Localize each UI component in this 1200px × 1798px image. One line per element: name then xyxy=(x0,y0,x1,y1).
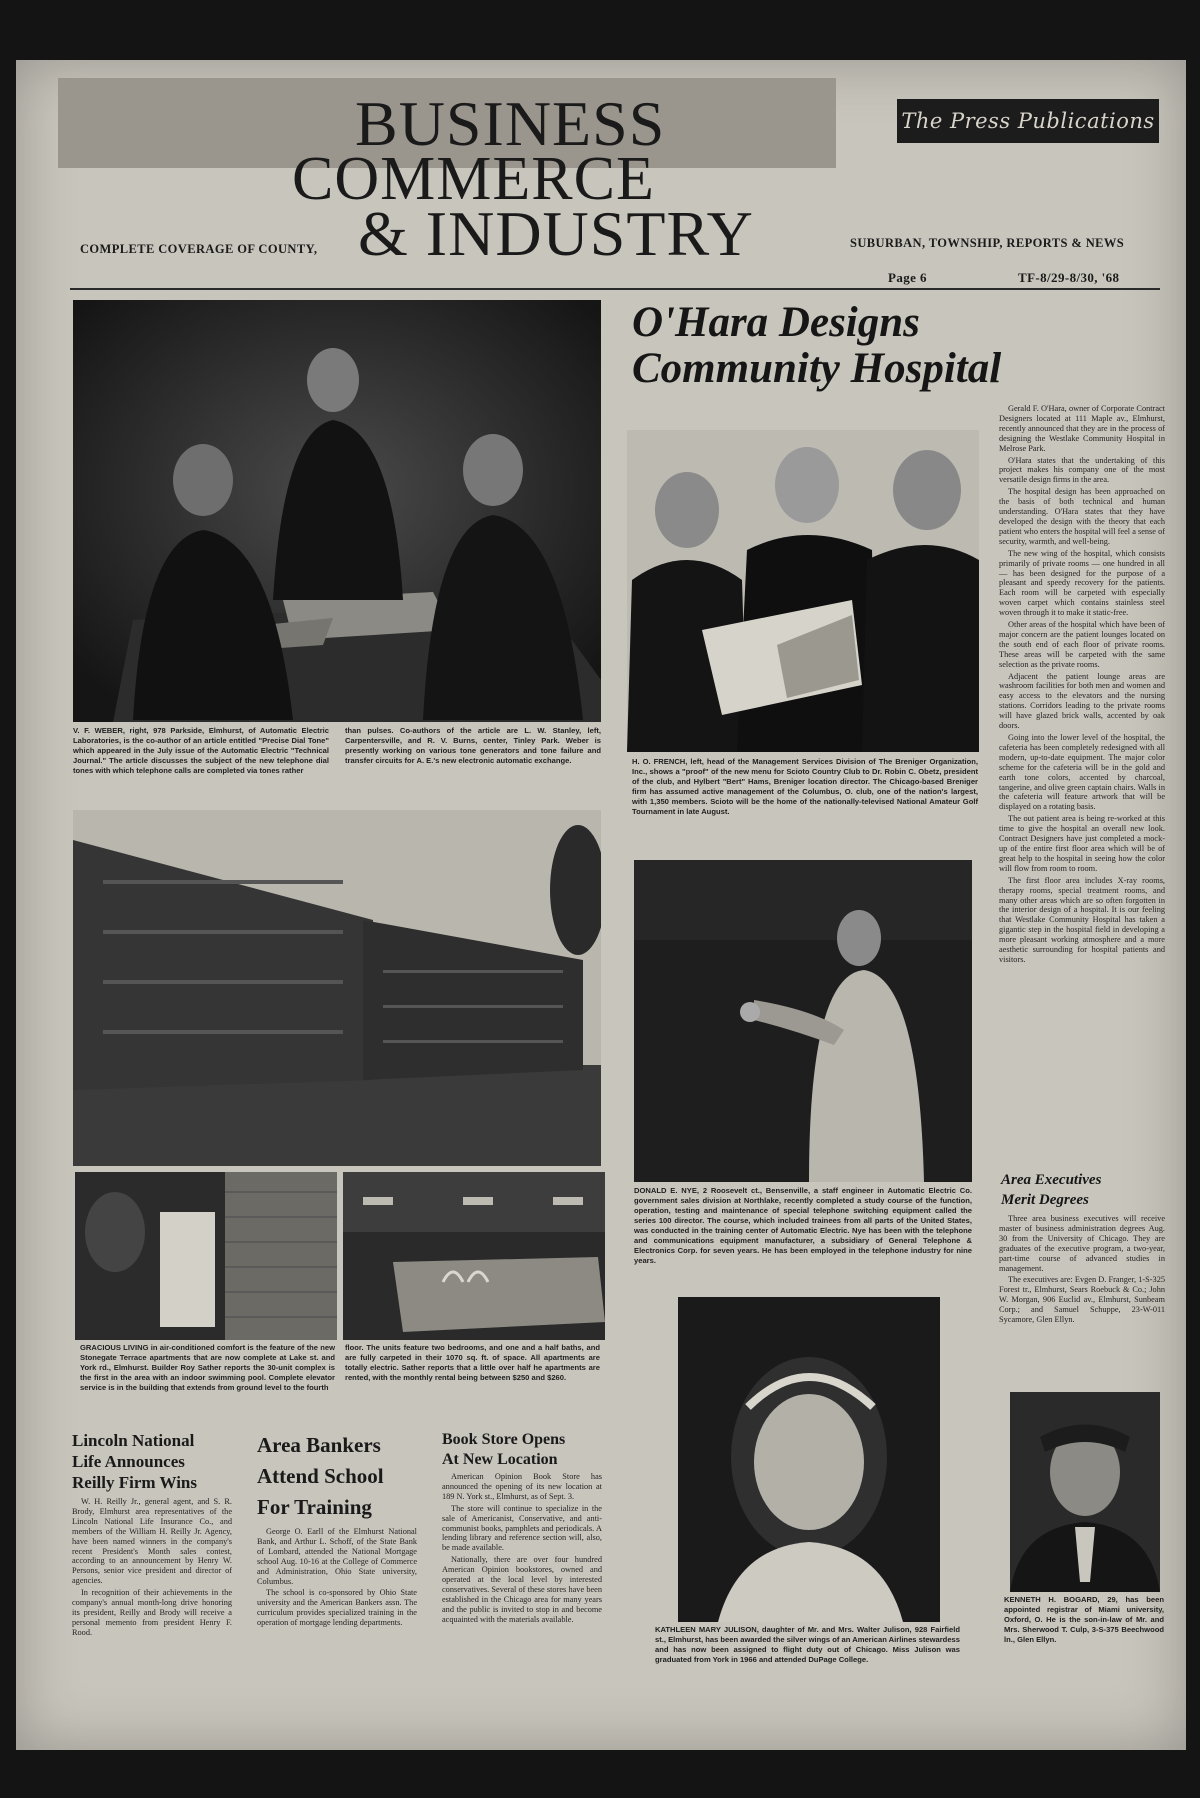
nye-caption: DONALD E. NYE, 2 Roosevelt ct., Bensenville, a staff engineer in Automatic Electric Co. government sales division at Northlake, recently completed a study course of the function, operation, testing and maintenance of special telephone switching equipment called the series 100 director. The course, which included trainees from all parts of the United States, was conducted in the training center of Automatic Electric. Nye has been with the telephone and communications equipment manufacturer, a subsidiary of General Telephone & Electronics Corp. for seven years. He has been employed in the telephone industry for nine years. xyxy=(634,1186,972,1265)
lincoln-paragraph: In recognition of their achievements in the company's annual month-long drive honoring its president, Reilly and Brody will receive a personal memento from president Henry F. Rood. xyxy=(72,1588,232,1637)
lincoln-headline-line: Lincoln National xyxy=(72,1431,195,1450)
lincoln-headline xyxy=(72,1430,232,1493)
page-number: Page 6 xyxy=(888,270,927,285)
apartment-photo-image xyxy=(73,810,601,1166)
bookstore-headline-line: At New Location xyxy=(442,1451,558,1468)
lobby-photo xyxy=(75,1172,337,1340)
lincoln-paragraph: W. H. Reilly Jr., general agent, and S. R. Brody, Elmhurst area representatives of the Lincoln National Life Insurance Co., and members of the William H. Reilly Jr. Agency, have been named winners in the company's recent President's Month sales contest, according to an announcement by Henry W. Persons, senior vice president and director of agencies. xyxy=(72,1497,232,1586)
weber-photo xyxy=(73,300,601,722)
ohara-paragraph: The first floor area includes X-ray rooms, therapy rooms, special treatment rooms, and many other areas which are so often forgotten in the interior design of a hospital. It is our feeling that Westlake Community Hospital has taken a gigantic step in the hospital field in developing a more pleasant working atmosphere and a more aesthetic surrounding for hospital patients and visitors. xyxy=(999,875,1165,964)
ohara-paragraph: Going into the lower level of the hospital, the cafeteria has been completely redesigned with all modern, up-to-date equipment. The major color scheme for the cafeteria will be in the gold and earth tone colors, accented by charcoal, tangerine, and olive green captain chairs. Walls in the cafeteria will feature artwork that will be displayed on a rotating basis. xyxy=(999,733,1165,812)
bookstore-paragraph: Nationally, there are over four hundred American Opinion bookstores, owned and operated at the local level by interested conservatives. Several of these stores have been established in the Chicago area for many years and the public is invited to stop in and become acquainted with the materials available. xyxy=(442,1555,602,1624)
bookstore-paragraph: The store will continue to specialize in the sale of Americanist, Conservative, and anti-communist books, pamphlets and periodicals. A lending library and reference section will, also, be made available. xyxy=(442,1503,602,1553)
julison-photo xyxy=(678,1297,940,1622)
bankers-paragraph: George O. Earll of the Elmhurst National Bank, and Arthur L. Schoff, of the State Bank of Lombard, attended the National Mortgage school Aug. 10-16 at the College of Commerce and Administration, Ohio State university, Columbus. xyxy=(257,1527,417,1586)
ohara-headline-2: Community Hospital xyxy=(632,345,1002,392)
gracious-caption-a: GRACIOUS LIVING in air-conditioned comfort is the feature of the new Stonegate Terrace apartments that are now complete at Lake st. and York rd., Elmhurst. Builder Roy Sather reports the 30-unit complex is the first in the area with an indoor swimming pool. Complete elevator service is in the building that extends from ground level to the fourth xyxy=(80,1343,335,1392)
ohara-paragraph: Adjacent the patient lounge areas are washroom facilities for both men and women and easy access to the elevators and the nursing stations. Corridors leading to the private rooms will have glazed brick walls, accented by oak doors. xyxy=(999,671,1165,731)
gracious-caption-left xyxy=(80,1343,335,1393)
french-caption: H. O. FRENCH, left, head of the Management Services Division of The Breniger Organization, Inc., shows a "proof" of the new menu for Scioto Country Club to Dr. Robin C. Obetz, president of the club, and Hylbert "Bert" Hams, Breniger location director. The Chicago-based Breniger firm has assumed active management of the Columbus, O. club, one of the nation's largest, with 1,350 members. Scioto will be the home of the nationally-televised National Amateur Golf Tournament in late August. xyxy=(632,757,978,816)
weber-photo-image xyxy=(73,300,601,722)
executives-headline-2: Merit Degrees xyxy=(1001,1192,1089,1208)
bankers-paragraph: The school is co-sponsored by Ohio State university and the American Bankers assn. The curriculum provides specialized training in the operation of mortgage lending departments. xyxy=(257,1588,417,1628)
bankers-article xyxy=(257,1527,417,1630)
bogard-caption: KENNETH H. BOGARD, 29, has been appointed registrar of Miami university, Oxford, O. He is the son-in-law of Mr. and Mrs. Sherwood T. Culp, 3-S-375 Beechwood ln., Glen Ellyn. xyxy=(1004,1595,1164,1644)
publisher-logo: The Press Publications xyxy=(897,99,1159,143)
bogard-photo-image xyxy=(1010,1392,1160,1592)
bookstore-headline xyxy=(442,1430,602,1470)
gracious-caption-right xyxy=(345,1343,600,1383)
ohara-paragraph: The hospital design has been approached on the basis of both technical and human understanding. O'Hara states that they have developed the design with the theory that each patient who enters the hospital will feel a sense of security, warmth, and well-being. xyxy=(999,487,1165,546)
ohara-article xyxy=(999,404,1165,967)
nye-photo xyxy=(634,860,972,1182)
nye-photo-image xyxy=(634,860,972,1182)
bookstore-article xyxy=(442,1472,602,1627)
bankers-headline xyxy=(257,1430,417,1523)
weber-caption-left xyxy=(73,726,329,776)
bankers-headline-line: Area Bankers xyxy=(257,1433,381,1457)
julison-caption-box xyxy=(655,1625,960,1665)
bankers-headline-line: Attend School xyxy=(257,1464,384,1488)
nye-caption-box xyxy=(634,1186,972,1266)
apartment-photo xyxy=(73,810,601,1166)
ohara-paragraph: O'Hara states that the undertaking of this project makes his company one of the most versatile design firms in the area. xyxy=(999,455,1165,485)
french-photo xyxy=(627,430,979,752)
ohara-headline-1: O'Hara Designs xyxy=(632,299,920,346)
lincoln-headline-line: Life Announces xyxy=(72,1452,185,1471)
french-photo-image xyxy=(627,430,979,752)
masthead-rule xyxy=(70,288,1160,290)
pool-photo xyxy=(343,1172,605,1340)
lobby-photo-image xyxy=(75,1172,337,1340)
weber-caption-a: V. F. WEBER, right, 978 Parkside, Elmhurst, of Automatic Electric Laboratories, is the co-author of an article entitled "Precise Dial Tone" which appeared in the July issue of the Automatic Electric "Technical Journal." The article discusses the subject of the new telephone dial tones with which telephone calls are completed via tones rather xyxy=(73,726,329,775)
weber-caption-b: than pulses. Co-authors of the article are L. W. Stanley, left, Carpentersville, and R. V. Burns, center, Tinley Park. Weber is presently working on various tone generators and tone failure and transfer circuits for A. E.'s new electronic automatic exchange. xyxy=(345,726,601,765)
bookstore-paragraph: American Opinion Book Store has announced the opening of its new location at 189 N. York st., Elmhurst, as of Sept. 3. xyxy=(442,1472,602,1501)
masthead-left-tag: COMPLETE COVERAGE OF COUNTY, xyxy=(80,242,318,256)
julison-caption: KATHLEEN MARY JULISON, daughter of Mr. and Mrs. Walter Julison, 928 Fairfield st., Elmhurst, has been awarded the silver wings of an American Airlines stewardess and has now been assigned to flight duty out of Chicago. Miss Julison was graduated from York in 1966 and attended DuPage College. xyxy=(655,1625,960,1664)
masthead-industry: & INDUSTRY xyxy=(358,198,754,269)
julison-photo-image xyxy=(678,1297,940,1622)
masthead-commerce: COMMERCE xyxy=(292,145,655,213)
pool-photo-image xyxy=(343,1172,605,1340)
lincoln-headline-line: Reilly Firm Wins xyxy=(72,1473,197,1492)
lincoln-article xyxy=(72,1497,232,1640)
bogard-photo xyxy=(1010,1392,1160,1592)
ohara-paragraph: The new wing of the hospital, which consists primarily of private rooms — one hundred in all — has been designed for the purpose of a pleasant and speedy recovery for the patients. Each room will be carpeted with especially woven carpet which contains stainless steel woven through it to make it static-free. xyxy=(999,548,1165,618)
french-caption-box xyxy=(632,757,978,817)
weber-caption-right xyxy=(345,726,601,766)
issue-date: TF-8/29-8/30, '68 xyxy=(1018,270,1120,285)
masthead-business: BUSINESS xyxy=(355,88,666,159)
bogard-caption-box xyxy=(1004,1595,1164,1645)
masthead-right-tag: SUBURBAN, TOWNSHIP, REPORTS & NEWS xyxy=(850,236,1125,250)
ohara-paragraph: The out patient area is being re-worked at this time to give the hospital an overall new look. Contract Designers have just completed a mock-up of the entire first floor area which will be of great help to the hospital in seeing how the color will flow from room to room. xyxy=(999,814,1165,873)
executives-article xyxy=(999,1214,1165,1327)
executives-paragraph: The executives are: Evgen D. Franger, 1-S-325 Forest tr., Elmhurst, Sears Roebuck & Co.; John W. Morgan, 906 Euclid av., Elmhurst, Sunbeam Corp.; and Samuel Schuppe, 23-W-011 Sycamore, Glen Ellyn. xyxy=(999,1275,1165,1325)
gracious-caption-b: floor. The units feature two bedrooms, and one and a half baths, and are fully carpeted in their 1070 sq. ft. of space. All apartments are totally electric. Sather reports that a little over half he apartments are rented, with the monthly rental being between $250 and $260. xyxy=(345,1343,600,1382)
bankers-headline-line: For Training xyxy=(257,1495,372,1519)
ohara-paragraph: Gerald F. O'Hara, owner of Corporate Contract Designers located at 111 Maple av., Elmhurst, recently announced that they are in the process of designing the Westlake Community Hospital in Melrose Park. xyxy=(999,404,1165,453)
ohara-paragraph: Other areas of the hospital which have been of major concern are the patient lounges located on the south end of each floor of private rooms. These areas will be carpeted with the same selection as the private rooms. xyxy=(999,620,1165,669)
executives-paragraph: Three area business executives will receive master of business administration degrees Aug. 30 from the University of Chicago. They are graduates of the executive program, a two-year, part-time course of advanced studies in management. xyxy=(999,1214,1165,1273)
bookstore-headline-line: Book Store Opens xyxy=(442,1431,566,1448)
executives-headline-1: Area Executives xyxy=(1001,1172,1102,1188)
